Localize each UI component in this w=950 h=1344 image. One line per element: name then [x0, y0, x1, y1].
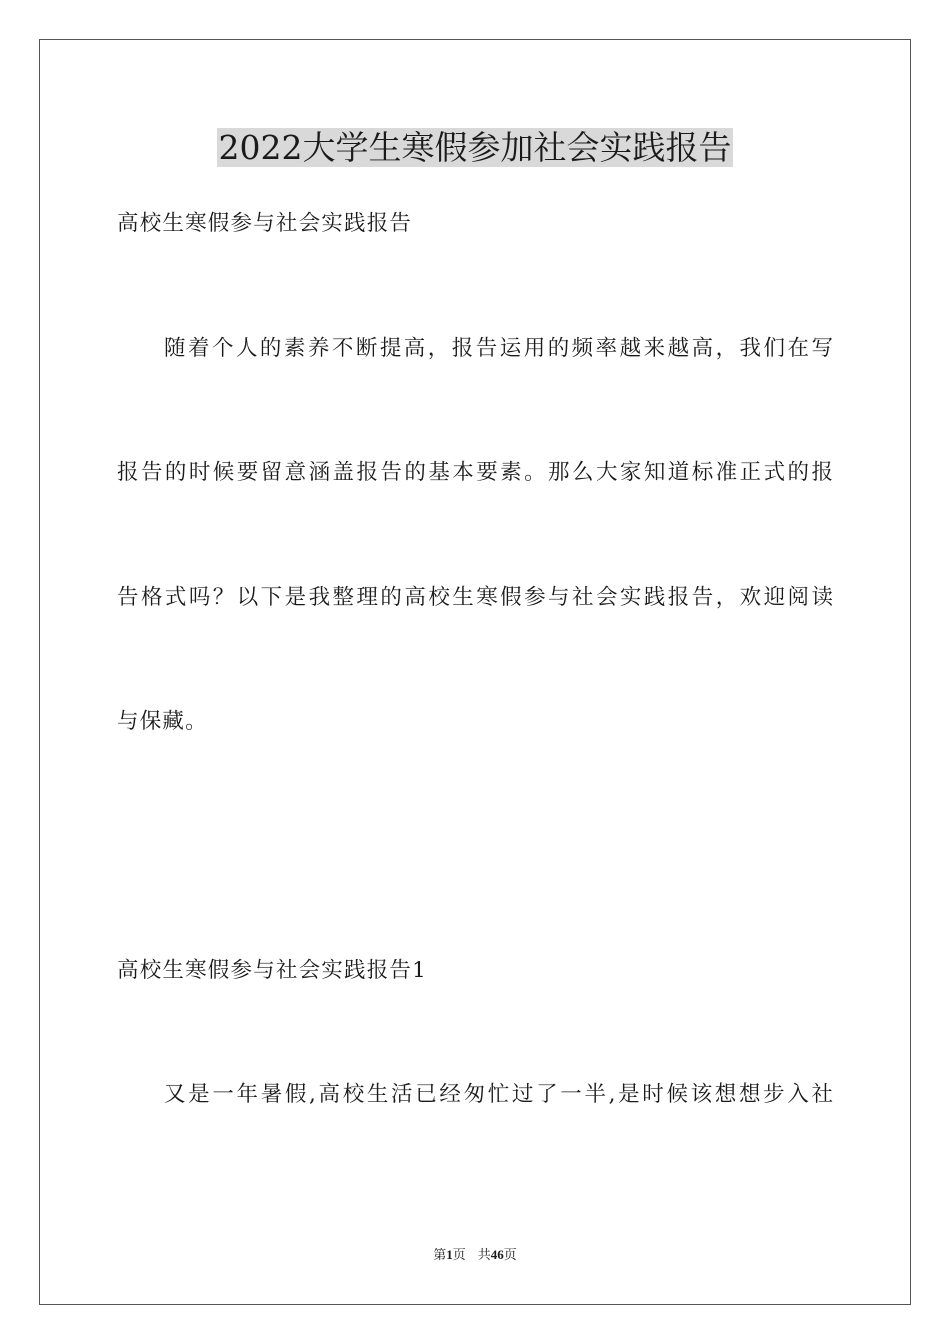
footer-total-prefix: 共 [477, 1247, 491, 1262]
document-subtitle: 高校生寒假参与社会实践报告 [117, 211, 413, 236]
page-footer [0, 1246, 950, 1264]
document-title [0, 124, 950, 172]
footer-page-prefix: 第 [433, 1247, 447, 1262]
paragraph-line: 随着个人的素养不断提高，报告运用的频率越来越高，我们在写 [164, 336, 833, 361]
footer-total-suffix: 页 [503, 1247, 517, 1262]
paragraph-line: 报告的时候要留意涵盖报告的基本要素。那么大家知道标准正式的报 [117, 460, 833, 485]
footer-page-total: 46 [490, 1247, 504, 1262]
section-heading: 高校生寒假参与社会实践报告1 [117, 958, 427, 983]
paragraph-line: 又是一年暑假,高校生活已经匆忙过了一半,是时候该想想步入社 [164, 1082, 833, 1107]
footer-page-suffix: 页 [452, 1247, 466, 1262]
document-title-text: 2022大学生寒假参加社会实践报告 [218, 128, 732, 167]
footer-page-current: 1 [446, 1247, 453, 1262]
paragraph-line: 与保藏。 [117, 709, 208, 734]
paragraph-line: 告格式吗？以下是我整理的高校生寒假参与社会实践报告，欢迎阅读 [117, 585, 833, 610]
